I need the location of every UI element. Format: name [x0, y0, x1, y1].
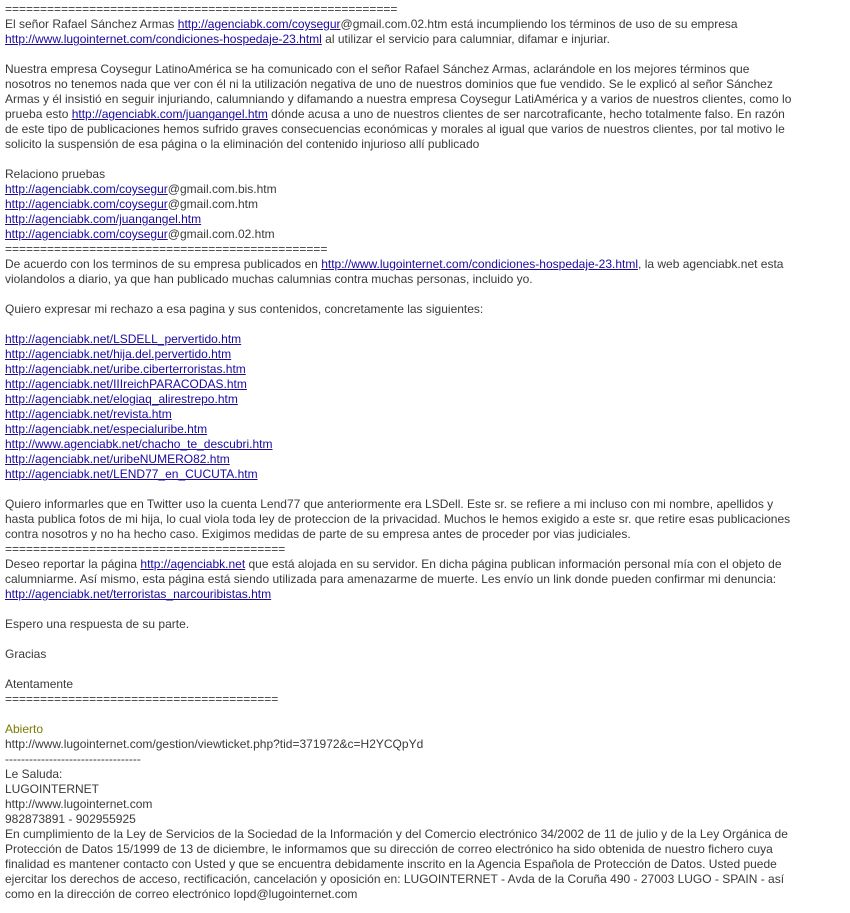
coysegur-link[interactable]: http://agenciabk.com/coysegur: [177, 17, 341, 31]
closing-line: Espero una respuesta de su parte.: [5, 617, 190, 631]
evidence-link[interactable]: http://agenciabk.com/coysegur: [5, 182, 168, 196]
reported-link[interactable]: http://agenciabk.net/especialuribe.htm: [5, 422, 208, 436]
ticket-url: http://www.lugointernet.com/gestion/viewticket.php?tid=371972&c=H2YCQpYd: [5, 737, 424, 751]
paragraph-line: De acuerdo con los terminos de su empresa publicados en http://www.lugointernet.com/condiciones-hospedaje-23.html, la web agenciabk.net esta: [5, 257, 784, 271]
evidence-title: Relaciono pruebas: [5, 167, 106, 181]
reported-link-item: [5, 377, 817, 392]
reported-link[interactable]: http://agenciabk.net/hija.del.pervertido.htm: [5, 347, 232, 361]
paragraph-line: Deseo reportar la página http://agenciabk.net que está alojada en su servidor. En dicha página publican información personal mía con el objeto de: [5, 557, 782, 571]
reported-link-item: [5, 362, 817, 377]
reported-link[interactable]: http://agenciabk.net/elogiaq_alirestrepo.htm: [5, 392, 238, 406]
evidence-link[interactable]: http://agenciabk.com/coysegur: [5, 227, 168, 241]
evidence-link[interactable]: http://agenciabk.com/coysegur: [5, 197, 168, 211]
closing-regards: Atentamente: [5, 677, 74, 691]
reported-link-item: [5, 437, 817, 452]
evidence-item: http://agenciabk.com/coysegur@gmail.com.02.htm: [5, 227, 275, 241]
paragraph-line: violandolos a diario, ya que han publicado muchas calumnias contra muchas personas, incluido yo.: [5, 272, 533, 286]
reported-link[interactable]: http://www.agenciabk.net/chacho_te_descubri.htm: [5, 437, 273, 451]
complaint-line: El señor Rafael Sánchez Armas http://agenciabk.com/coysegur@gmail.com.02.htm está incumpliendo los términos de uso de su empresa: [5, 17, 738, 31]
evidence-link[interactable]: http://agenciabk.com/juangangel.htm: [5, 212, 202, 226]
legal-notice-line: como en la dirección de correo electrónico lopd@lugointernet.com: [5, 887, 358, 901]
evidence-item: http://agenciabk.com/coysegur@gmail.com.bis.htm: [5, 182, 277, 196]
ticket-status: Abierto: [5, 722, 44, 736]
separator-line: =======================================: [5, 692, 279, 706]
legal-notice-line: finalidad es mantener contacto con Usted y que se encuentra debidamente inscrito en la Agencia Española de Protección de Datos. Usted puede: [5, 857, 777, 871]
legal-notice-line: En cumplimiento de la Ley de Servicios de la Sociedad de la Información y del Comercio electrónico 34/2002 de 11 de julio y de la Ley Orgánica de: [5, 827, 788, 841]
paragraph-line: de este tipo de publicaciones hemos sufrido graves consecuencias económicas y morales al igual que varios de nuestros clientes, por tal motivo le: [5, 122, 785, 136]
terroristas-link[interactable]: http://agenciabk.net/terroristas_narcouribistas.htm: [5, 587, 272, 601]
reported-link[interactable]: http://agenciabk.net/uribeNUMERO82.htm: [5, 452, 230, 466]
paragraph-line: Armas y él insistió en seguir injuriando, calumniando y difamando a nuestra empresa Coysegur LatiAmérica y a varios de nuestros clientes, como lo: [5, 92, 792, 106]
reported-link-item: [5, 407, 817, 422]
signature-company: LUGOINTERNET: [5, 782, 100, 796]
reported-link[interactable]: http://agenciabk.net/uribe.ciberterroristas.htm: [5, 362, 246, 376]
paragraph-line: Quiero expresar mi rechazo a esa pagina y sus contenidos, concretamente las siguientes:: [5, 302, 484, 316]
reported-link-item: [5, 332, 817, 347]
separator-line: ==============================================: [5, 242, 328, 256]
reported-link[interactable]: http://agenciabk.net/LEND77_en_CUCUTA.htm: [5, 467, 258, 481]
signature-website: http://www.lugointernet.com: [5, 797, 153, 811]
paragraph-line: Nuestra empresa Coysegur LatinoAmérica se ha comunicado con el señor Rafael Sánchez Armas, aclarándole en los mejores términos que: [5, 62, 750, 76]
paragraph-line: contra nosotros y no ha hecho caso. Exigimos medidas de parte de su empresa antes de proceder por vias judiciales.: [5, 527, 631, 541]
paragraph-line: hasta publica fotos de mi hija, lo cual viola toda ley de proteccion de la privacidad. Muchos le hemos exigido a este sr. que retire esas publicaciones: [5, 512, 791, 526]
evidence-item: http://agenciabk.com/coysegur@gmail.com.htm: [5, 197, 258, 211]
paragraph-line: nosotros no tenemos nada que ver con él ni la utilización negativa de uno de nuestros dominios que fue vendido. Se le explicó al señor Sánchez: [5, 77, 773, 91]
juangangel-link[interactable]: http://agenciabk.com/juangangel.htm: [71, 107, 268, 121]
reported-link[interactable]: http://agenciabk.net/IIIreichPARACODAS.htm: [5, 377, 247, 391]
paragraph-line: solicito la suspensión de esa página o la eliminación del contenido injurioso allí publicado: [5, 137, 480, 151]
reported-link-item: [5, 452, 817, 467]
signature-greeting: Le Saluda:: [5, 767, 63, 781]
reported-link-item: [5, 392, 817, 407]
evidence-item: [5, 212, 817, 227]
reported-link-item: [5, 467, 817, 482]
paragraph-line: prueba esto http://agenciabk.com/juangangel.htm dónde acusa a uno de nuestros clientes de ser narcotraficante, hecho totalmente falso. En razón: [5, 107, 785, 121]
agenciabk-link[interactable]: http://agenciabk.net: [140, 557, 246, 571]
separator-line: ========================================: [5, 542, 286, 556]
legal-notice-line: Protección de Datos 15/1999 de 13 de diciembre, le informamos que su dirección de correo electrónico ha sido obtenida de nuestro fichero cuya: [5, 842, 773, 856]
dash-separator: ----------------------------------: [5, 752, 141, 766]
hosting-terms-link[interactable]: http://www.lugointernet.com/condiciones-hospedaje-23.html: [321, 257, 639, 271]
reported-link[interactable]: http://agenciabk.net/LSDELL_pervertido.htm: [5, 332, 242, 346]
paragraph-line: Quiero informarles que en Twitter uso la cuenta Lend77 que anteriormente era LSDell. Este sr. se refiere a mi incluso con mi nombre, apellidos y: [5, 497, 774, 511]
reported-link[interactable]: http://agenciabk.net/revista.htm: [5, 407, 172, 421]
paragraph-line: calumniarme. Así mismo, esta página está siendo utilizada para amenazarme de muerte. Les envío un link donde pueden confirmar mi denuncia:: [5, 572, 777, 586]
hosting-terms-link[interactable]: http://www.lugointernet.com/condiciones-hospedaje-23.html: [5, 32, 322, 46]
paragraph-line: [5, 587, 817, 602]
separator-line: ========================================================: [5, 2, 398, 16]
closing-thanks: Gracias: [5, 647, 47, 661]
complaint-line: http://www.lugointernet.com/condiciones-hospedaje-23.html al utilizar el servicio para calumniar, difamar e injuriar.: [5, 32, 610, 46]
signature-phones: 982873891 - 902955925: [5, 812, 136, 826]
legal-notice-line: ejercitar los derechos de acceso, rectificación, cancelación y oposición en: LUGOINTERNET - Avda de la Coruña 490 - 27003 LUGO - SPAIN - así: [5, 872, 785, 886]
reported-link-item: [5, 422, 817, 437]
reported-link-item: [5, 347, 817, 362]
